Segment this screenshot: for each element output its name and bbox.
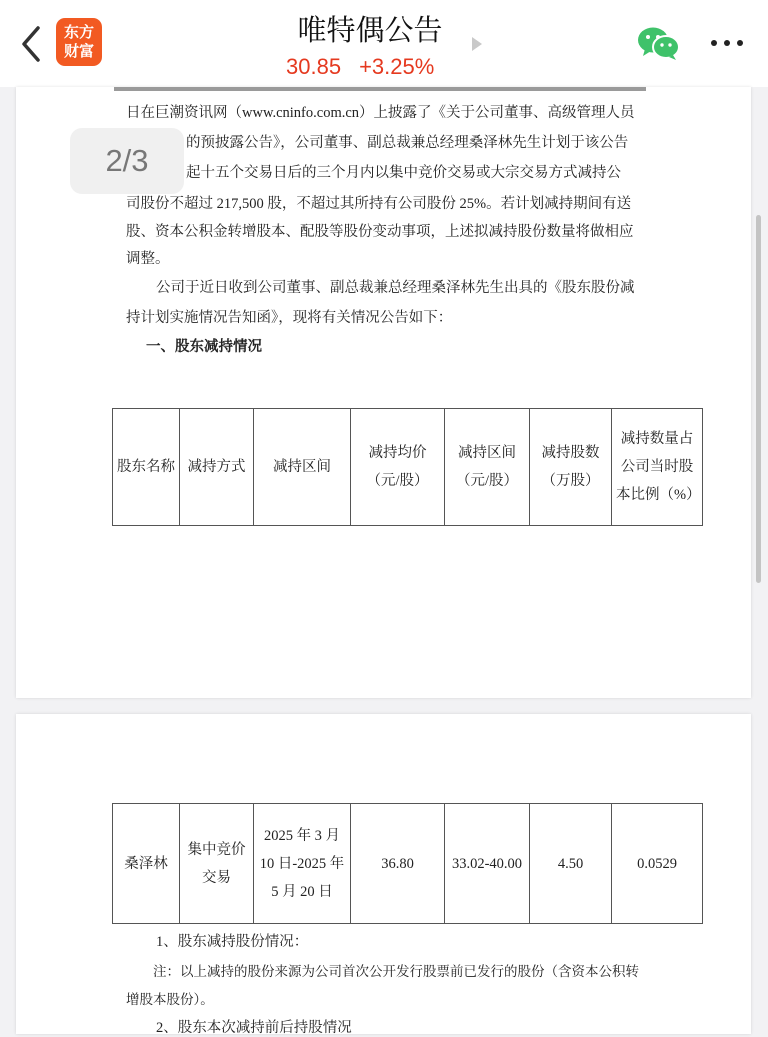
table-cell: 集中竞价交易 <box>180 804 254 924</box>
wechat-icon[interactable] <box>637 25 681 61</box>
table-cell: 36.80 <box>351 804 445 924</box>
paragraph-line: 调整。 <box>126 251 170 267</box>
document-page-2 <box>16 714 751 1034</box>
paragraph-line: 的预披露公告》，公司董事、副总裁兼总经理桑泽林先生计划于该公告 <box>186 135 629 151</box>
table-cell: 2025 年 3 月 10 日-2025 年 5 月 20 日 <box>254 804 351 924</box>
top-bar <box>0 0 768 87</box>
header-cell: 减持方式 <box>180 409 254 526</box>
stock-price: 30.85 <box>286 54 342 79</box>
cropped-text-line <box>16 87 751 99</box>
reduction-table-header <box>112 408 703 526</box>
paragraph-line: 2、股东本次减持前后持股情况 <box>156 1020 352 1036</box>
stock-title: 唯特偶公告 <box>297 13 443 47</box>
paragraph-line: 公司于近日收到公司董事、副总裁兼总经理桑泽林先生出具的《股东股份减 <box>156 280 635 296</box>
reduction-table-row <box>112 803 703 924</box>
header-cell: 减持均价（元/股） <box>351 409 445 526</box>
page-indicator: 2/3 <box>70 128 184 194</box>
paragraph-line: 股、资本公积金转增股本、配股等股份变动事项，上述拟减持股份数量将做相应 <box>126 224 634 240</box>
paragraph-line: 司股份不超过 217,500 股，不超过其所持有公司股份 25%。若计划减持期间有送 <box>126 196 632 212</box>
table-cell: 桑泽林 <box>113 804 180 924</box>
header-cell: 减持数量占公司当时股本比例（%） <box>612 409 703 526</box>
note-line: 增股本股份）。 <box>126 992 214 1007</box>
play-icon[interactable] <box>472 37 482 51</box>
table-cell: 0.0529 <box>612 804 703 924</box>
paragraph-line: 起十五个交易日后的三个月内以集中竞价交易或大宗交易方式减持公 <box>186 165 621 181</box>
price-line <box>286 54 434 80</box>
more-icon[interactable] <box>710 38 744 48</box>
scrollbar[interactable] <box>756 215 761 583</box>
paragraph-line: 1、股东减持股份情况： <box>156 934 309 950</box>
note-line: 注：以上减持的股份来源为公司首次公开发行股票前已发行的股份（含资本公积转 <box>153 964 639 979</box>
section-heading: 一、股东减持情况 <box>146 339 262 355</box>
price-change: +3.25% <box>359 54 435 79</box>
header-cell: 减持区间 <box>254 409 351 526</box>
logo-text: 东方财富 <box>63 23 94 60</box>
paragraph-line: 持计划实施情况告知函》，现将有关情况公告如下： <box>126 310 453 326</box>
table-cell: 4.50 <box>530 804 612 924</box>
header-cell: 减持区间（元/股） <box>445 409 530 526</box>
header-cell: 股东名称 <box>113 409 180 526</box>
paragraph-line: 日在巨潮资讯网（www.cninfo.com.cn）上披露了《关于公司董事、高级管理人员 <box>126 105 635 121</box>
table-cell: 33.02-40.00 <box>445 804 530 924</box>
header-cell: 减持股数（万股） <box>530 409 612 526</box>
